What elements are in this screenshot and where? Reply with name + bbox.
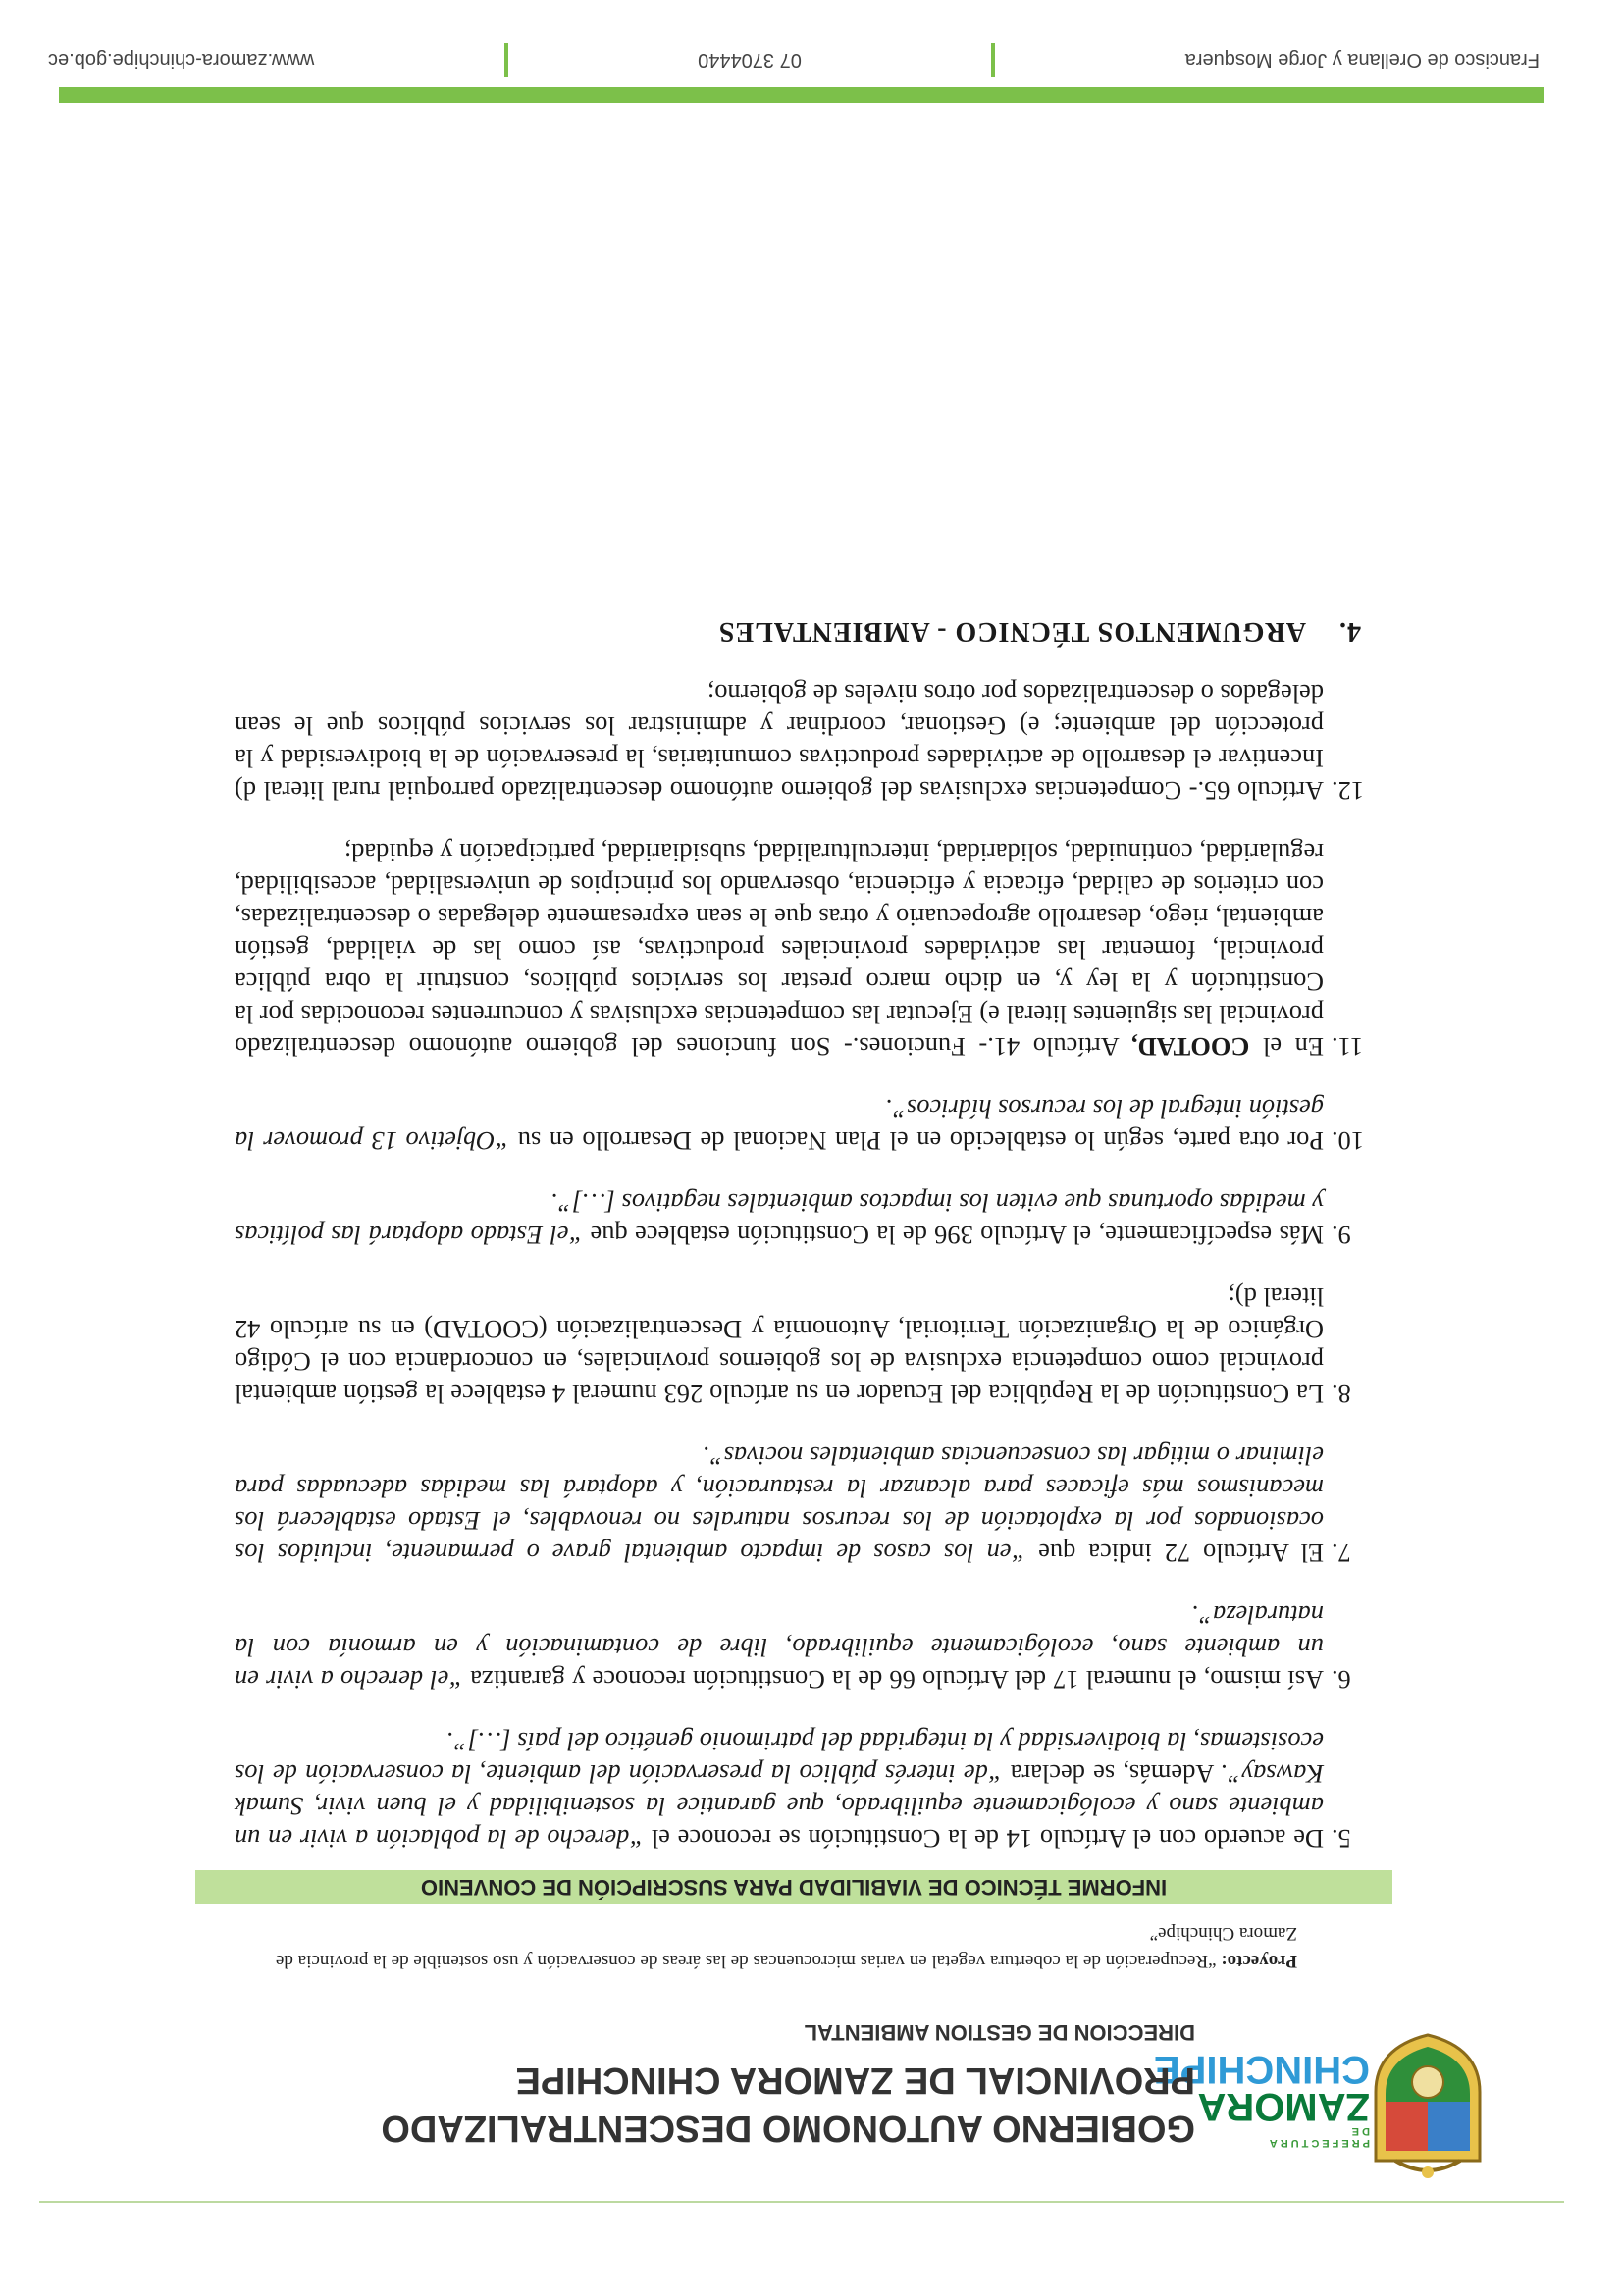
item-number: 11. <box>1332 1032 1364 1062</box>
footer-separator <box>504 43 508 77</box>
item-quote: “en los casos de impacto ambiental grave o permanente, incluidos los ocasionados por la explotación de los recursos naturales no renovables, el Estado establecerá los mecanismos más eficaces para alcanzar la restauración, y adoptará las medidas adecuadas para eliminar o mitigar las consecuencias ambientales nocivas” <box>235 1441 1324 1568</box>
document-body <box>234 615 1364 1854</box>
section-heading: 4.ARGUMENTOS TÉCNICO - AMBIENTALES <box>717 616 1361 647</box>
footer-phone: 07 3704440 <box>698 49 802 72</box>
item-number: 5. <box>1332 1824 1351 1853</box>
item-text: . <box>1191 1600 1199 1630</box>
item-text: Por otra parte, según lo establecido en el Plan Nacional de Desarrollo en su <box>509 1126 1324 1156</box>
brand-line1: ZAMORA <box>1197 2085 1370 2128</box>
org-name-line2: PROVINCIAL DE ZAMORA CHINCHIPE <box>515 2060 1195 2101</box>
item-text: . <box>703 1441 710 1471</box>
item-text: . Además, se declara <box>1002 1759 1228 1789</box>
item-number: 7. <box>1332 1539 1351 1568</box>
report-title-banner: INFORME TÉCNICO DE VIABILIDAD PARA SUSCRIPCIÓN DE CONVENIO <box>195 1870 1392 1904</box>
item-number: 9. <box>1332 1221 1351 1250</box>
footer-separator <box>991 43 995 77</box>
item-text: En el <box>1249 1032 1324 1062</box>
brand-line2: CHINCHIPE <box>1153 2048 1370 2091</box>
list-item <box>235 1092 1364 1157</box>
item-number: 8. <box>1332 1380 1351 1409</box>
item-number: 10. <box>1332 1126 1364 1156</box>
footer-address: Francisco de Orellana y Jorge Mosquera <box>1184 49 1540 72</box>
top-rule <box>39 2201 1564 2203</box>
item-text: . <box>885 1094 893 1123</box>
item-text: Así mismo, el numeral 17 del Artículo 66 de la Constitución reconoce y garantiza <box>463 1665 1324 1695</box>
list-item <box>235 1439 1351 1569</box>
footer-website-link[interactable]: www.zamora-chinchipe.gob.ec <box>48 49 315 72</box>
item-text: El Artículo 72 indica que <box>1025 1539 1324 1568</box>
section-title: ARGUMENTOS TÉCNICO - AMBIENTALES <box>717 616 1306 647</box>
item-text: De acuerdo con el Artículo 14 de la Constitución se reconoce el <box>644 1824 1324 1853</box>
project-description <box>267 1919 1297 1974</box>
item-text: Más específicamente, el Artículo 396 de la Constitución establece que <box>583 1221 1324 1250</box>
list-item <box>234 836 1364 1063</box>
org-name-line1: GOBIERNO AUTONOMO DESCENTRALIZADO <box>381 2108 1195 2149</box>
list-item <box>235 1598 1351 1696</box>
item-quote: “de interés público la preservación del ambiente, la conservación de los ecosistemas, la biodiversidad y la integridad del patrimonio genético del país […]” <box>235 1727 1324 1789</box>
item-text: Artículo 41.- Funciones.- Son funciones del gobierno autónomo descentralizado provincial las siguientes literal e) Ejecutar las competencias exclusivas y concurrentes reconocidas por la Constitución y la ley y, en dicho marco prestar los servicios públicos, construir la obra pública provincial, fomentar las actividades provinciales productivas, así como las de vialidad, gestión ambiental, riego, desarrollo agropecuario y otras que le sean expresamente delegadas o descentralizadas, con criterios de calidad, eficacia y eficiencia, observando los principios de universalidad, accesibilidad, regularidad, continuidad, solidaridad, interculturalidad, subsidiaridad, participación y equidad; <box>234 838 1324 1062</box>
coat-of-arms-logo <box>1366 2033 1490 2180</box>
list-item <box>235 1280 1351 1410</box>
item-quote: “derecho de la población a vivir en un ambiente sano y ecológicamente equilibrado, que garantice la sostenibilidad y el buen vivir, Sumak Kawsay” <box>235 1759 1324 1853</box>
item-quote: “el Estado adoptará las políticas y medidas oportunas que eviten los impactos ambientales negativos […]” <box>235 1188 1324 1250</box>
brand-wordmark <box>1153 2031 1370 2149</box>
list-item <box>235 677 1364 807</box>
item-text: . <box>550 1188 558 1218</box>
list-item <box>235 1186 1351 1251</box>
item-text: . <box>446 1727 454 1756</box>
project-label: Proyecto: <box>1221 1951 1297 1971</box>
item-bold-term: COOTAD, <box>1130 1032 1250 1062</box>
item-number: 6. <box>1332 1665 1351 1695</box>
item-text: La Constitución de la República del Ecuador en su artículo 263 numeral 4 establece la gestión ambiental provincial como competencia exclusiva de los gobiernos provinciales, en concordancia con el Código Orgánico de la Organización Territorial, Autonomía y Descentralización (COOTAD) en su artículo 42 literal d); <box>235 1282 1324 1409</box>
department-name: DIRECCION DE GESTION AMBIENTAL <box>804 2020 1195 2045</box>
footer-rule <box>59 87 1544 103</box>
item-quote: “Objetivo 13 promover la gestión integral de los recursos hídricos” <box>235 1094 1324 1156</box>
item-number: 12. <box>1332 776 1364 806</box>
brand-small-text: PREFECTURA DE <box>1267 2125 1370 2149</box>
organization-block <box>155 2019 1195 2149</box>
item-quote: “el derecho a vivir en un ambiente sano, ecológicamente equilibrado, libre de contaminación y en armonía con la naturaleza” <box>235 1600 1324 1695</box>
project-text: “Recuperación de la cobertura vegetal en varias microcuencas de las áreas de conservación y uso sostenible de la provincia de Zamora Chinchipe” <box>275 1923 1297 1971</box>
footer <box>48 43 1540 77</box>
item-text: Artículo 65.- Competencias exclusivas del gobierno autónomo descentralizado parroquial rural literal d) Incentivar el desarrollo de actividades productivas comunitarias, la preservación de la biodiversidad y la protección del ambiente; e) Gestionar, coordinar y administrar los servicios públicos que le sean delegados o descentralizados por otros niveles de gobierno; <box>235 679 1324 806</box>
list-item <box>235 1725 1351 1854</box>
